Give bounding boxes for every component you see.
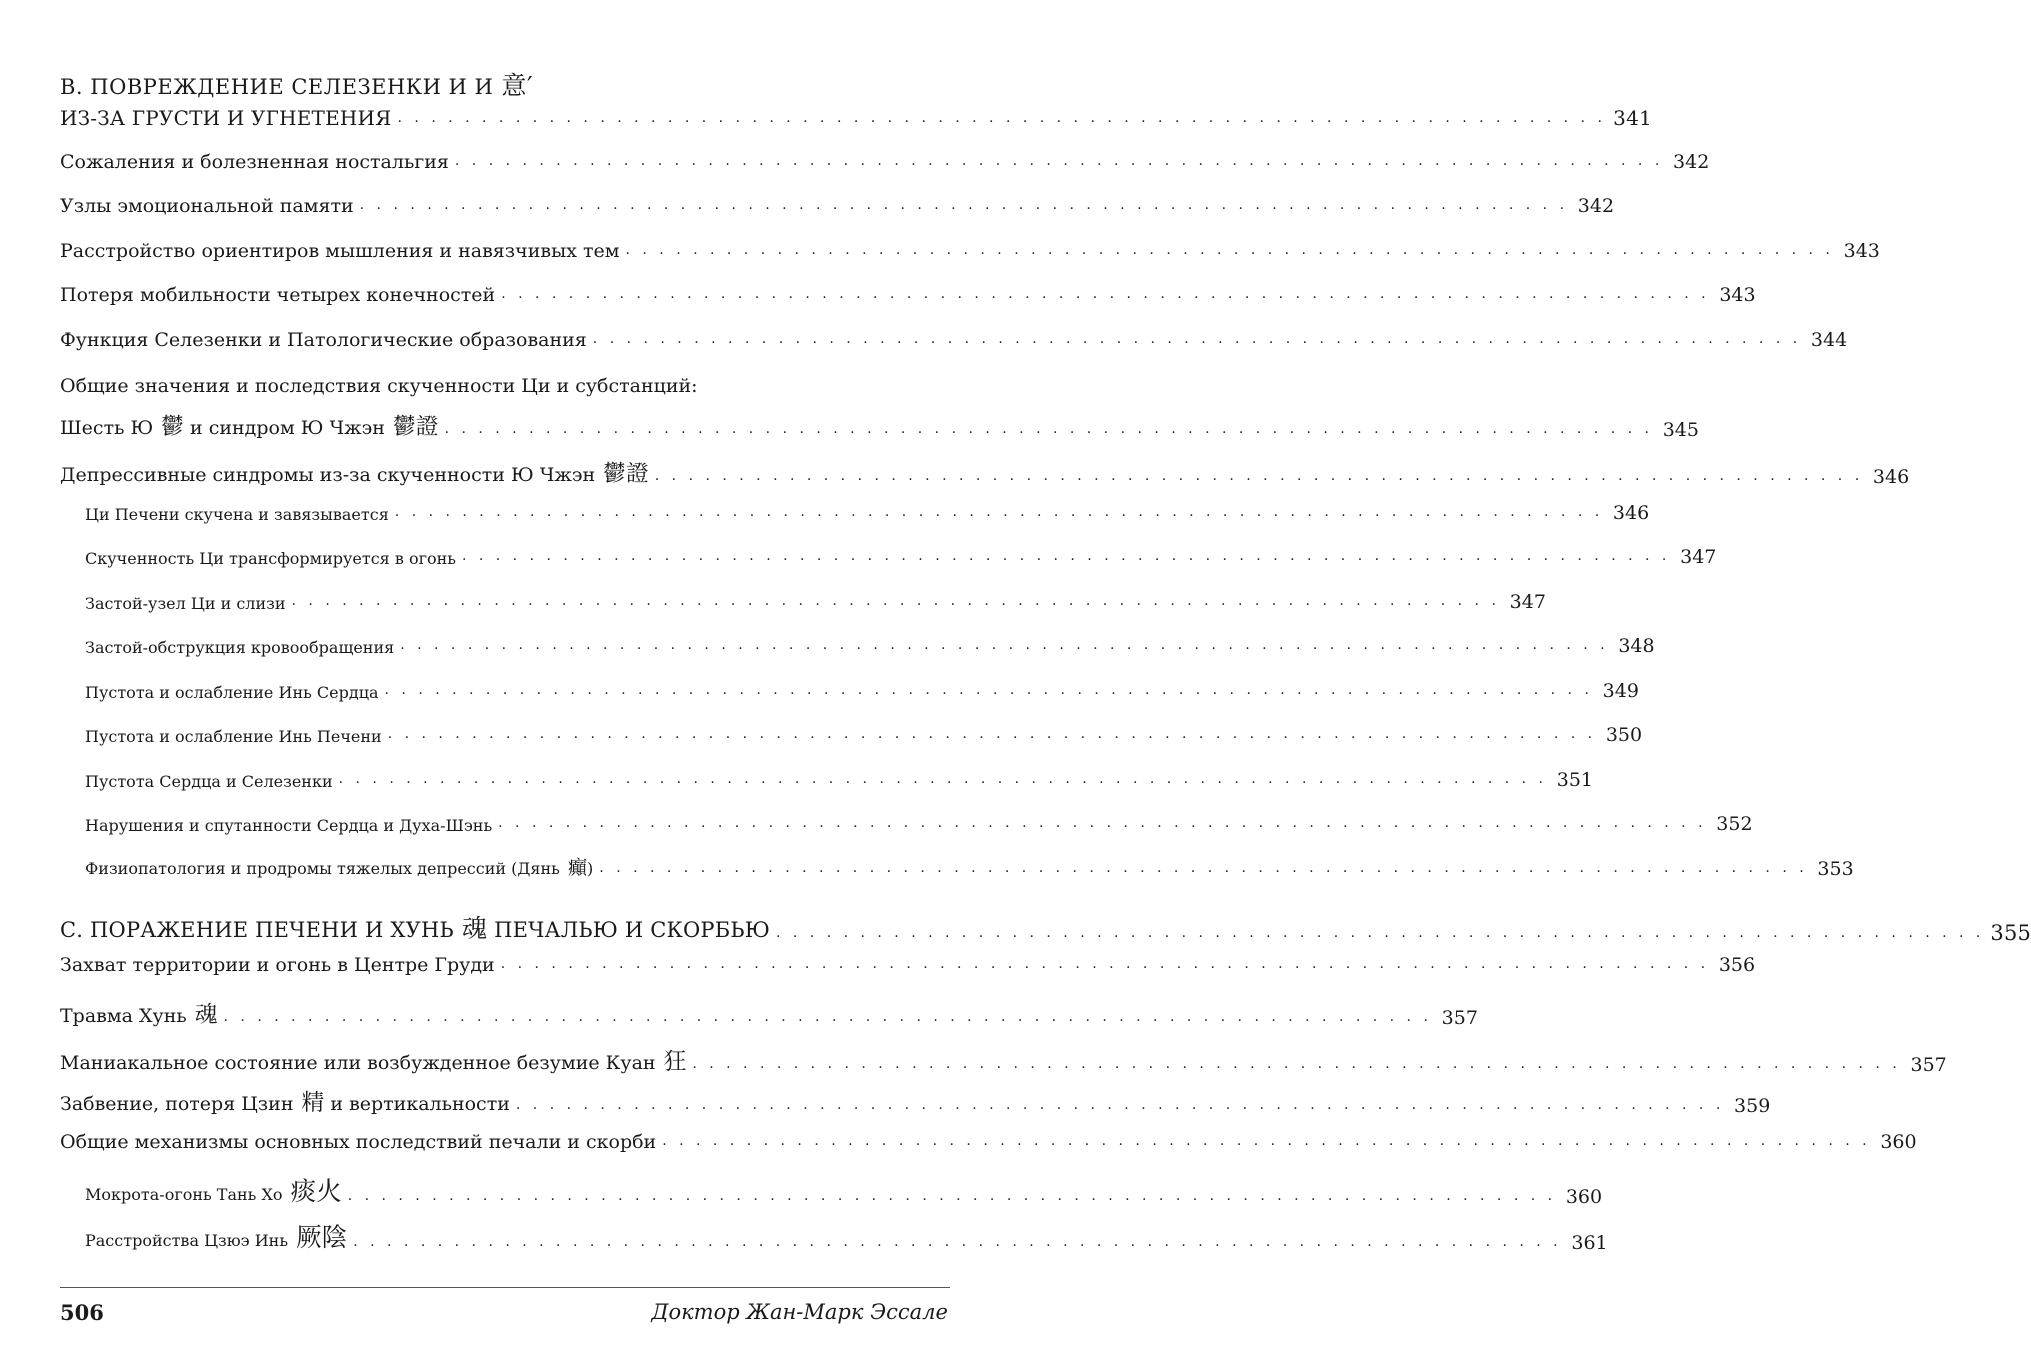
dot-leader: . . . . . . . . . . . . . . . . . . . . . . . . . . . . . . . . . . . . . . . . . . . . . . . . . . . . . . . . . . . . . . . . . . . . . . . .: [662, 1133, 1871, 1149]
toc-page-number: 342: [1673, 151, 1710, 173]
toc-subentry: [85, 635, 1655, 657]
toc-subentry: [85, 1172, 1603, 1208]
toc-entry: [60, 151, 1710, 173]
toc-entry: [60, 240, 1880, 262]
toc-entry-label: Потеря мобильности четырех конечностей: [60, 284, 496, 306]
toc-entry-label: Депрессивные синдромы из-за скученности Ю Чжэн 鬱證: [60, 461, 649, 487]
toc-entry-label: Захват территории и огонь в Центре Груди: [60, 954, 495, 976]
toc-page-number: 355: [1990, 921, 2031, 945]
toc-entry-label: Шесть Ю 鬱 и синдром Ю Чжэн 鬱證: [60, 414, 439, 440]
footer-author: Доктор Жан-Марк Эссале: [651, 1300, 948, 1324]
toc-page-number: 347: [1509, 591, 1546, 613]
dot-leader: . . . . . . . . . . . . . . . . . . . . . . . . . . . . . . . . . . . . . . . . . . . . . . . . . . . . . . . . . . . . . . . . . . . . . . . .: [461, 548, 1671, 564]
dot-leader: . . . . . . . . . . . . . . . . . . . . . . . . . . . . . . . . . . . . . . . . . . . . . . . . . . . . . . . . . . . . . . . . . . . . . . . .: [599, 860, 1808, 876]
toc-page-number: 343: [1843, 240, 1880, 262]
toc-entry-label: Ци Печени скучена и завязывается: [85, 505, 389, 524]
toc-page-number: 360: [1565, 1186, 1603, 1208]
toc-entry-multiline-start: [60, 375, 950, 397]
dot-leader: . . . . . . . . . . . . . . . . . . . . . . . . . . . . . . . . . . . . . . . . . . . . . . . . . . . . . . . . . . . . . . . . . . . . . . . .: [338, 771, 1548, 787]
toc-entry: [60, 996, 1478, 1029]
toc-subentry: [85, 813, 1753, 835]
toc-entry-label: Застой-обструкция кровообращения: [85, 638, 395, 657]
toc-subentry: [85, 591, 1546, 613]
toc-entry-label: Пустота и ослабление Инь Печени: [85, 727, 382, 746]
toc-page-number: 357: [1910, 1054, 1947, 1076]
footer-page-number: 506: [60, 1300, 104, 1325]
toc-entry-label: Нарушения и спутанности Сердца и Духа-Шэнь: [85, 816, 493, 835]
dot-leader: . . . . . . . . . . . . . . . . . . . . . . . . . . . . . . . . . . . . . . . . . . . . . . . . . . . . . . . . . . . . . . . . . . . . . . . .: [359, 197, 1569, 213]
cjk-glyph: 狂: [663, 1049, 687, 1075]
toc-page-number: 345: [1662, 419, 1699, 441]
toc-entry-label: С. ПОРАЖЕНИЕ ПЕЧЕНИ И ХУНЬ 魂 ПЕЧАЛЬЮ И СКОРБЬЮ: [60, 914, 770, 943]
toc-entry: [60, 1043, 1947, 1076]
cjk-glyph: 鬱: [161, 414, 184, 440]
toc-entry-label: ИЗ-ЗА ГРУСТИ И УГНЕТЕНИЯ: [60, 106, 392, 130]
toc-subentry: [85, 769, 1594, 791]
toc-page-number: 357: [1441, 1007, 1478, 1029]
section-b-heading-line2: [60, 106, 1652, 130]
toc-page-number: 344: [1810, 329, 1848, 351]
cjk-glyph: 魂: [461, 914, 488, 943]
toc-page-number: 346: [1612, 502, 1650, 524]
toc-page-number: 361: [1571, 1232, 1608, 1254]
section-b-heading-text: В. ПОВРЕЖДЕНИЕ СЕЛЕЗЕНКИ И И: [60, 75, 494, 99]
toc-subentry: [85, 502, 1650, 524]
dot-leader: . . . . . . . . . . . . . . . . . . . . . . . . . . . . . . . . . . . . . . . . . . . . . . . . . . . . . . . . . . . . . . . . . . . . . . . .: [397, 110, 1606, 126]
section-b-heading: [60, 66, 533, 102]
toc-subentry: [85, 680, 1639, 702]
dot-leader: . . . . . . . . . . . . . . . . . . . . . . . . . . . . . . . . . . . . . . . . . . . . . . . . . . . . . . . . . . . . . . . . . . . . . . . .: [592, 331, 1802, 347]
toc-subentry: [85, 546, 1717, 568]
toc-entry-label: Травма Хунь 魂: [60, 1002, 218, 1028]
toc-page-number: 351: [1556, 769, 1594, 791]
toc-entry-label: Узлы эмоциональной памяти: [60, 195, 354, 217]
dot-leader: . . . . . . . . . . . . . . . . . . . . . . . . . . . . . . . . . . . . . . . . . . . . . . . . . . . . . . . . . . . . . . . . . . . . . . . .: [625, 242, 1834, 258]
dot-leader: . . . . . . . . . . . . . . . . . . . . . . . . . . . . . . . . . . . . . . . . . . . . . . . . . . . . . . . . . . . . . . . . . . . . . . . .: [223, 1009, 1432, 1025]
dot-leader: . . . . . . . . . . . . . . . . . . . . . . . . . . . . . . . . . . . . . . . . . . . . . . . . . . . . . . . . . . . . . . . . . . . . . . . .: [515, 1097, 1725, 1113]
toc-page-number: 360: [1880, 1131, 1917, 1153]
cjk-glyph: 癲: [567, 856, 588, 879]
toc-entry-label: Расстройства Цзюэ Инь 厥陰: [85, 1223, 348, 1253]
toc-subentry: [85, 853, 1854, 880]
dot-leader: . . . . . . . . . . . . . . . . . . . . . . . . . . . . . . . . . . . . . . . . . . . . . . . . . . . . . . . . . . . . . . . . . . . . . . . .: [347, 1188, 1557, 1204]
toc-page-number: 346: [1872, 466, 1910, 488]
toc-subentry: [85, 1218, 1608, 1254]
toc-page-number: 343: [1719, 284, 1756, 306]
toc-entry-label: Сожаления и болезненная ностальгия: [60, 151, 449, 173]
toc-subentry: [85, 724, 1643, 746]
toc-page-number: 353: [1817, 858, 1854, 880]
section-c-heading: [60, 909, 2031, 945]
dot-leader: . . . . . . . . . . . . . . . . . . . . . . . . . . . . . . . . . . . . . . . . . . . . . . . . . . . . . . . . . . . . . . . . . . . . . . . .: [394, 504, 1604, 520]
dot-leader: . . . . . . . . . . . . . . . . . . . . . . . . . . . . . . . . . . . . . . . . . . . . . . . . . . . . . . . . . . . . . . . . . . . . . . . .: [776, 925, 1985, 941]
dot-leader: . . . . . . . . . . . . . . . . . . . . . . . . . . . . . . . . . . . . . . . . . . . . . . . . . . . . . . . . . . . . . . . . . . . . . . . .: [498, 815, 1707, 831]
toc-entry: [60, 284, 1756, 306]
toc-entry: [60, 408, 1699, 441]
dot-leader: . . . . . . . . . . . . . . . . . . . . . . . . . . . . . . . . . . . . . . . . . . . . . . . . . . . . . . . . . . . . . . . . . . . . . . . .: [444, 421, 1653, 437]
toc-entry-label: Скученность Ци трансформируется в огонь: [85, 549, 456, 568]
toc-page-number: 350: [1605, 724, 1643, 746]
toc-entry: [60, 195, 1615, 217]
dot-leader: . . . . . . . . . . . . . . . . . . . . . . . . . . . . . . . . . . . . . . . . . . . . . . . . . . . . . . . . . . . . . . . . . . . . . . . .: [654, 468, 1864, 484]
dot-leader: . . . . . . . . . . . . . . . . . . . . . . . . . . . . . . . . . . . . . . . . . . . . . . . . . . . . . . . . . . . . . . . . . . . . . . . .: [400, 637, 1609, 653]
cjk-glyph: 厥陰: [296, 1223, 348, 1253]
toc-entry-label: Функция Селезенки и Патологические образования: [60, 329, 587, 351]
cjk-glyph: 精: [301, 1090, 325, 1116]
toc-entry: [60, 1084, 1771, 1117]
cjk-glyph: 魂: [194, 1002, 218, 1028]
toc-entry: [60, 1131, 1917, 1153]
toc-entry: [60, 455, 1910, 488]
toc-page-number: 356: [1718, 954, 1756, 976]
toc-entry-label: Общие значения и последствия скученности Ци и субстанций:: [60, 375, 698, 397]
dot-leader: . . . . . . . . . . . . . . . . . . . . . . . . . . . . . . . . . . . . . . . . . . . . . . . . . . . . . . . . . . . . . . . . . . . . . . . .: [384, 682, 1593, 698]
footer-rule: [60, 1287, 950, 1288]
toc-entry: [60, 954, 1756, 976]
dot-leader: . . . . . . . . . . . . . . . . . . . . . . . . . . . . . . . . . . . . . . . . . . . . . . . . . . . . . . . . . . . . . . . . . . . . . . . .: [387, 726, 1597, 742]
dot-leader: . . . . . . . . . . . . . . . . . . . . . . . . . . . . . . . . . . . . . . . . . . . . . . . . . . . . . . . . . . . . . . . . . . . . . . . .: [291, 593, 1500, 609]
toc-entry-label: Физиопатология и продромы тяжелых депрессий (Дянь 癲): [85, 856, 594, 879]
dot-leader: . . . . . . . . . . . . . . . . . . . . . . . . . . . . . . . . . . . . . . . . . . . . . . . . . . . . . . . . . . . . . . . . . . . . . . . .: [353, 1234, 1562, 1250]
cjk-glyph: 痰火: [290, 1177, 342, 1207]
toc-entry-label: Забвение, потеря Цзин 精 и вертикальности: [60, 1090, 510, 1116]
section-b-heading-cjk: 意′: [501, 71, 534, 100]
toc-entry-label: Пустота Сердца и Селезенки: [85, 772, 333, 791]
toc-page-number: 348: [1618, 635, 1655, 657]
cjk-glyph: 鬱證: [603, 461, 649, 487]
toc-entry: [60, 329, 1848, 351]
cjk-glyph: 鬱證: [392, 414, 439, 440]
toc-page-number: 349: [1602, 680, 1639, 702]
toc-entry-label: Общие механизмы основных последствий печали и скорби: [60, 1131, 657, 1153]
dot-leader: . . . . . . . . . . . . . . . . . . . . . . . . . . . . . . . . . . . . . . . . . . . . . . . . . . . . . . . . . . . . . . . . . . . . . . . .: [500, 956, 1710, 972]
toc-entry-label: Пустота и ослабление Инь Сердца: [85, 683, 379, 702]
toc-page-number: 341: [1613, 106, 1652, 130]
toc-page-number: 347: [1680, 546, 1717, 568]
toc-page-number: 342: [1577, 195, 1615, 217]
dot-leader: . . . . . . . . . . . . . . . . . . . . . . . . . . . . . . . . . . . . . . . . . . . . . . . . . . . . . . . . . . . . . . . . . . . . . . . .: [692, 1056, 1901, 1072]
toc-page-number: 352: [1716, 813, 1753, 835]
dot-leader: . . . . . . . . . . . . . . . . . . . . . . . . . . . . . . . . . . . . . . . . . . . . . . . . . . . . . . . . . . . . . . . . . . . . . . . .: [454, 153, 1664, 169]
toc-entry-label: Маниакальное состояние или возбужденное безумие Куан 狂: [60, 1049, 687, 1075]
toc-entry-label: Мокрота-огонь Тань Хо 痰火: [85, 1177, 342, 1207]
dot-leader: . . . . . . . . . . . . . . . . . . . . . . . . . . . . . . . . . . . . . . . . . . . . . . . . . . . . . . . . . . . . . . . . . . . . . . . .: [501, 286, 1710, 302]
toc-entry-label: Застой-узел Ци и слизи: [85, 594, 286, 613]
toc-entry-label: Расстройство ориентиров мышления и навязчивых тем: [60, 240, 620, 262]
toc-page-number: 359: [1734, 1095, 1771, 1117]
